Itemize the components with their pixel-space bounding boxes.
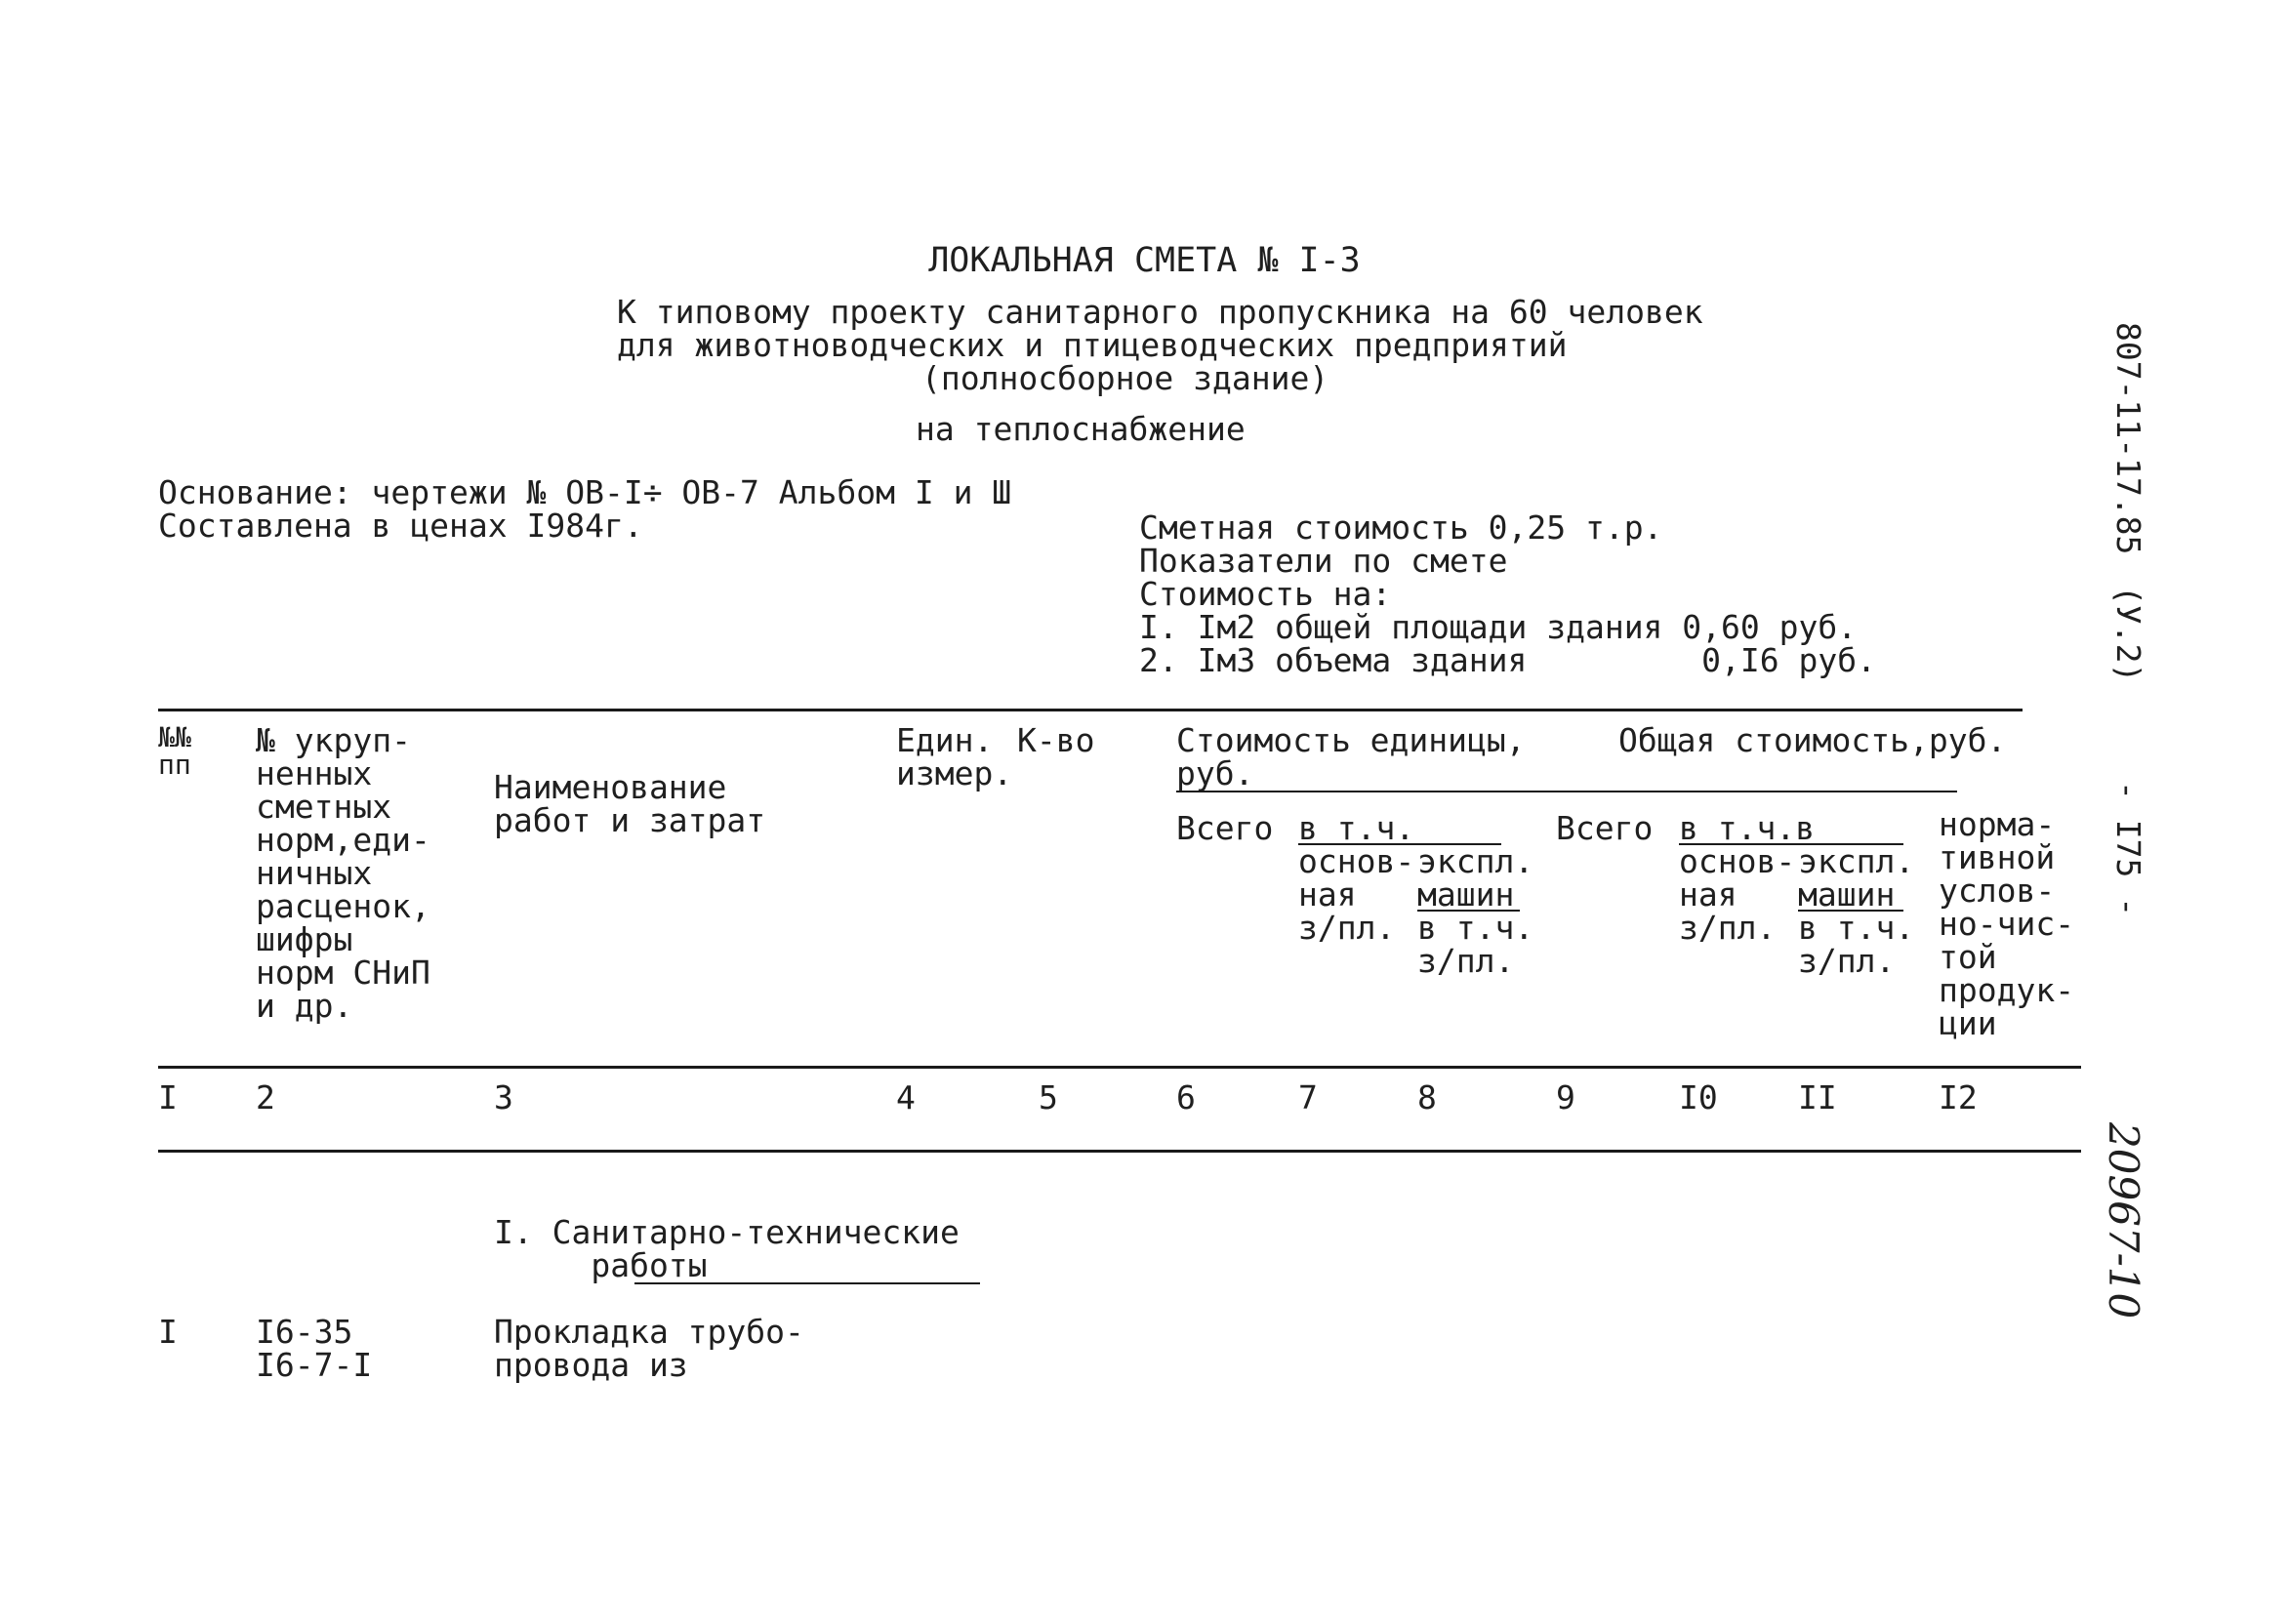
header-col-9: Всего	[1556, 809, 1654, 847]
header-col-12: норма- тивной услов- но-чис- той продук- ции	[1939, 805, 2075, 1042]
header-col-11-underline	[1798, 910, 1903, 912]
subtitle-line-2: для животноводческих и птицеводческих предприятий	[617, 326, 1568, 364]
col-number-7: 7	[1298, 1078, 1318, 1116]
header-col-10-top: в т.ч.в	[1679, 809, 1816, 847]
header-col-6: Всего	[1176, 809, 1274, 847]
section-title-underline	[634, 1282, 980, 1284]
header-total-cost: Общая стоимость,руб.	[1618, 721, 2007, 759]
section-title: I. Санитарно-технические работы	[494, 1213, 960, 1284]
col-number-5: 5	[1039, 1078, 1058, 1116]
col-number-1: I	[158, 1078, 178, 1116]
header-col-11: экспл. машин в т.ч. з/пл.	[1798, 842, 1915, 980]
row-name: Прокладка трубо- провода из	[494, 1313, 804, 1384]
margin-page: - I75 -	[2109, 781, 2147, 917]
row-number: I	[158, 1313, 178, 1351]
col-numbers-top-rule	[158, 1066, 2081, 1069]
col-number-12: I2	[1939, 1078, 1978, 1116]
header-col-1: №№ пп	[158, 721, 191, 781]
row-codes: I6-35 I6-7-I	[256, 1313, 373, 1384]
header-col-2: № укруп- ненных сметных норм,еди- ничных расценок, шифры норм СНиП и др.	[256, 721, 430, 1025]
col-number-3: 3	[494, 1078, 513, 1116]
basis-line-1: Основание: чертежи № ОВ-I÷ ОВ-7 Альбом I и Ш	[158, 473, 1012, 511]
header-col-8: экспл. машин в т.ч. з/пл.	[1417, 842, 1534, 980]
estimated-cost: Сметная стоимость 0,25 т.р.	[1139, 508, 1663, 547]
header-col-4: Един. измер.	[896, 721, 1013, 792]
col-number-9: 9	[1556, 1078, 1575, 1116]
header-unit-cost-underline	[1176, 791, 1957, 792]
col-numbers-bottom-rule	[158, 1150, 2081, 1153]
cost-item-1: I. Iм2 общей площади здания 0,60 руб.	[1139, 608, 1858, 646]
header-col-10: основ- ная з/пл.	[1679, 842, 1796, 947]
col-number-4: 4	[896, 1078, 916, 1116]
margin-code: 807-11-17.85	[2109, 322, 2147, 555]
header-col-7-top: в т.ч.	[1298, 809, 1415, 847]
col-number-11: II	[1798, 1078, 1837, 1116]
header-col-3: Наименование работ и затрат	[494, 768, 766, 839]
col-number-10: I0	[1679, 1078, 1718, 1116]
table-top-rule	[158, 709, 2023, 711]
subtitle-line-3: (полносборное здание)	[921, 359, 1329, 397]
document-title: ЛОКАЛЬНАЯ СМЕТА № I-3	[928, 241, 1361, 280]
header-unit-cost: Стоимость единицы,	[1176, 721, 1526, 759]
cost-item-2: 2. Iм3 объема здания 0,I6 руб.	[1139, 641, 1876, 679]
indicators-label: Показатели по смете	[1139, 542, 1508, 580]
subtitle-line-4: на теплоснабжение	[916, 410, 1246, 448]
col-number-2: 2	[256, 1078, 275, 1116]
col-number-8: 8	[1417, 1078, 1437, 1116]
header-col-7: основ- ная з/пл.	[1298, 842, 1415, 947]
header-col-5: К-во	[1017, 721, 1095, 759]
cost-on-label: Стоимость на:	[1139, 575, 1392, 613]
col-number-6: 6	[1176, 1078, 1196, 1116]
margin-archive: 20967-10	[2100, 1122, 2147, 1320]
margin-volume: (У.2)	[2109, 586, 2147, 683]
subtitle-line-1: К типовому проекту санитарного пропускника на 60 человек	[617, 293, 1703, 331]
basis-line-2: Составлена в ценах I984г.	[158, 507, 643, 545]
header-col-8-underline	[1417, 910, 1520, 912]
header-unit-cost-rub: руб.	[1176, 754, 1254, 792]
